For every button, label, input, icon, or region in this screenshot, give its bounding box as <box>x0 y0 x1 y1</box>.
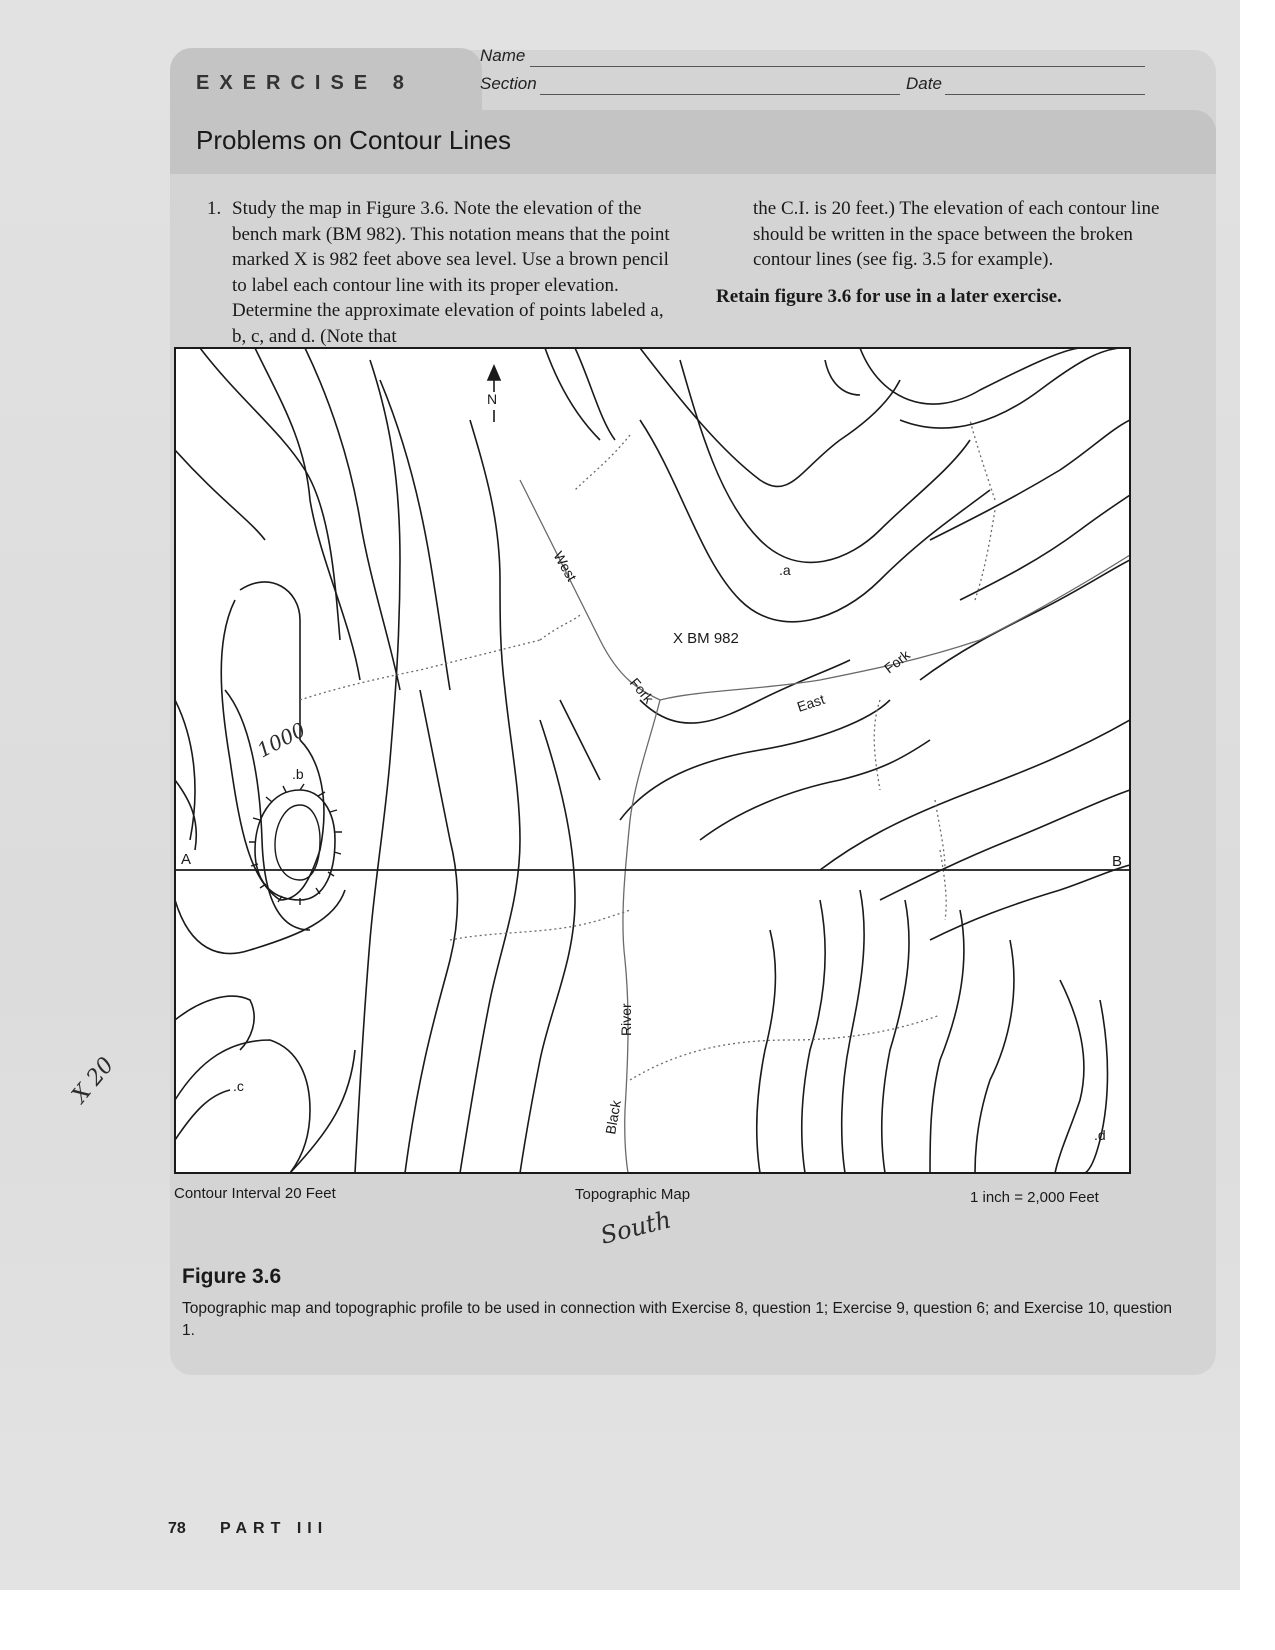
bench-mark-label: X BM 982 <box>673 630 739 647</box>
handwritten-margin-note: X 20 <box>67 1052 120 1108</box>
name-label: Name <box>480 46 526 65</box>
part-label: PART III <box>220 1520 329 1537</box>
stream-label-east: East <box>794 690 827 715</box>
retain-note: Retain figure 3.6 for use in a later exercise. <box>716 286 1062 307</box>
question-text-right: the C.I. is 20 feet.) The elevation of each contour line should be written in the space between the broken contour lines (see fig. 3.5 for example). <box>753 198 1160 270</box>
exercise-label: EXERCISE 8 <box>196 72 414 94</box>
point-d-label: .d <box>1094 1127 1106 1143</box>
stream-label-river: River <box>618 1003 634 1036</box>
stream-label-west: West <box>550 548 581 584</box>
stream-label-fork-west: Fork <box>626 674 657 707</box>
question-number: 1. <box>207 198 222 219</box>
contour-interval-label: Contour Interval 20 Feet <box>174 1185 336 1202</box>
point-b-label: .b <box>292 766 304 782</box>
handwritten-1000: 1000 <box>253 717 310 763</box>
figure-title: Figure 3.6 <box>182 1265 282 1288</box>
date-label: Date <box>906 74 942 93</box>
profile-end-label: B <box>1112 853 1123 870</box>
figure-description: Topographic map and topographic profile to be used in connection with Exercise 8, question 1; Exercise 9, question 6; and Exercise 10, question 1. <box>182 1300 1173 1339</box>
profile-start-label: A <box>181 851 192 868</box>
point-a-label: .a <box>779 562 791 578</box>
map-type-label: Topographic Map <box>575 1186 691 1203</box>
exercise-title: Problems on Contour Lines <box>196 125 512 155</box>
page-number: 78 <box>168 1520 186 1537</box>
handwritten-south: South <box>597 1205 674 1250</box>
point-c-label: .c <box>233 1078 244 1094</box>
map-scale-label: 1 inch = 2,000 Feet <box>970 1189 1099 1206</box>
map-frame <box>175 348 1130 1173</box>
question-text-left: Study the map in Figure 3.6. Note the elevation of the bench mark (BM 982). This notation means that the point marked X is 982 feet above sea level. Use a brown pencil to label each contour line with its proper elevation. Determine the approximate elevation of points labeled a, b, c, and d. (Note that <box>232 198 670 347</box>
section-label: Section <box>480 74 537 93</box>
north-label: N <box>487 391 498 407</box>
stream-label-black: Black <box>602 1099 624 1136</box>
stream-label-fork-east: Fork <box>880 646 913 677</box>
